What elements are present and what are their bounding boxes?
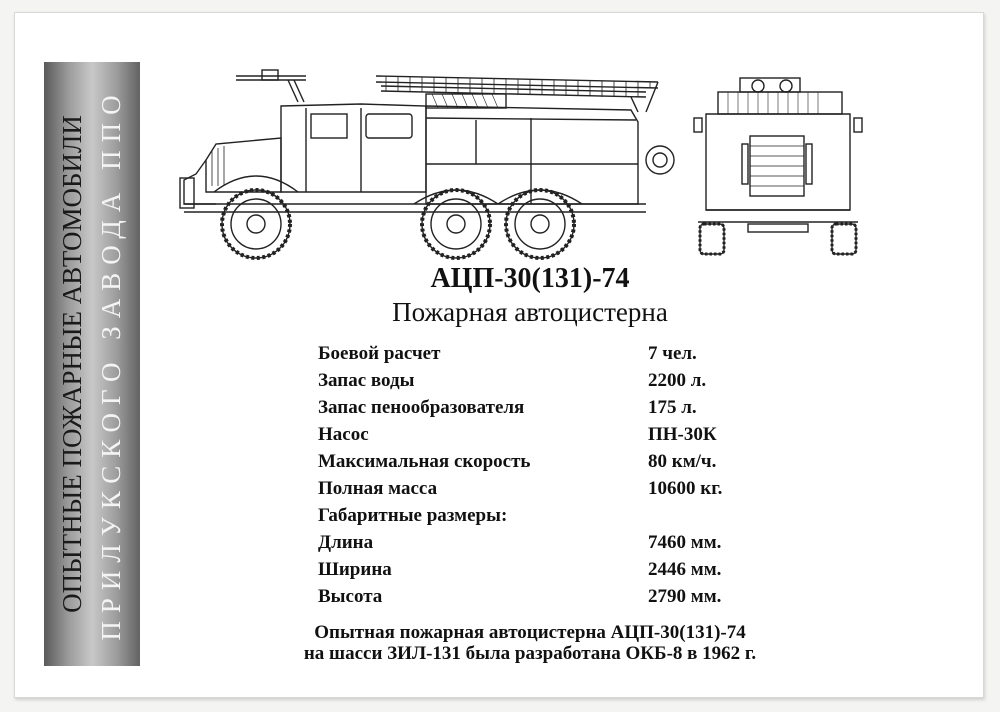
- truck-side-view-drawing: [176, 64, 676, 260]
- footer-line-2: на шасси ЗИЛ-131 была разработана ОКБ-8 в 1962 г.: [303, 643, 757, 664]
- spec-value: 80 км/ч.: [648, 450, 717, 472]
- specs-table: [318, 340, 798, 610]
- spec-row: [318, 583, 798, 610]
- spec-label: Запас воды: [318, 369, 415, 391]
- spec-row: [318, 529, 798, 556]
- spec-value: ПН-30К: [648, 423, 717, 445]
- footer-line-1: Опытная пожарная автоцистерна АЦП-30(131)-74: [314, 622, 746, 643]
- spec-label: Длина: [318, 531, 374, 553]
- page-title: АЦП-30(131)-74: [430, 263, 630, 294]
- roof-ladder: [376, 76, 658, 112]
- spec-value: 7460 мм.: [648, 531, 722, 553]
- middle-wheel: [422, 190, 490, 258]
- banner-line-2: ПРИЛУКСКОГО ЗАВОДА ППО: [96, 87, 126, 641]
- engine-hood: [206, 138, 281, 192]
- spec-value: 2200 л.: [648, 369, 707, 391]
- truck-rear-view-drawing: [688, 74, 868, 258]
- water-monitor: [236, 70, 306, 102]
- spec-label: Боевой расчет: [318, 342, 441, 364]
- spec-row: [318, 367, 798, 394]
- spec-row: [318, 556, 798, 583]
- banner-line-1: ОПЫТНЫЕ ПОЖАРНЫЕ АВТОМОБИЛИ: [57, 115, 87, 613]
- spec-value: [648, 502, 798, 529]
- rear-wheel-left: [700, 224, 724, 254]
- spec-row: [318, 421, 798, 448]
- spec-label: Полная масса: [318, 477, 438, 499]
- spec-row: [318, 448, 798, 475]
- spec-value: 2446 мм.: [648, 558, 722, 580]
- spec-value: 10600 кг.: [648, 477, 723, 499]
- spec-value: 2790 мм.: [648, 585, 722, 607]
- spec-row: [318, 340, 798, 367]
- spec-label: Насос: [318, 423, 369, 445]
- page-subtitle: Пожарная автоцистерна: [392, 297, 668, 327]
- front-wheel: [222, 190, 290, 258]
- footer-note: [230, 622, 830, 664]
- spec-label: Высота: [318, 585, 383, 607]
- rear-wheel: [506, 190, 574, 258]
- spec-label: Ширина: [318, 558, 392, 580]
- spec-row: [318, 394, 798, 421]
- spec-row: [318, 502, 798, 529]
- spec-value: 175 л.: [648, 396, 697, 418]
- spec-label: Запас пенообразователя: [318, 396, 525, 418]
- vertical-banner: [44, 62, 140, 666]
- spec-label: Максимальная скорость: [318, 450, 531, 472]
- crew-cab: [281, 104, 426, 192]
- rear-wheel-right: [832, 224, 856, 254]
- spec-row: [318, 475, 798, 502]
- rear-hose-reel: [646, 146, 674, 174]
- spec-label: Габаритные размеры:: [318, 504, 508, 526]
- spec-value: 7 чел.: [648, 342, 697, 364]
